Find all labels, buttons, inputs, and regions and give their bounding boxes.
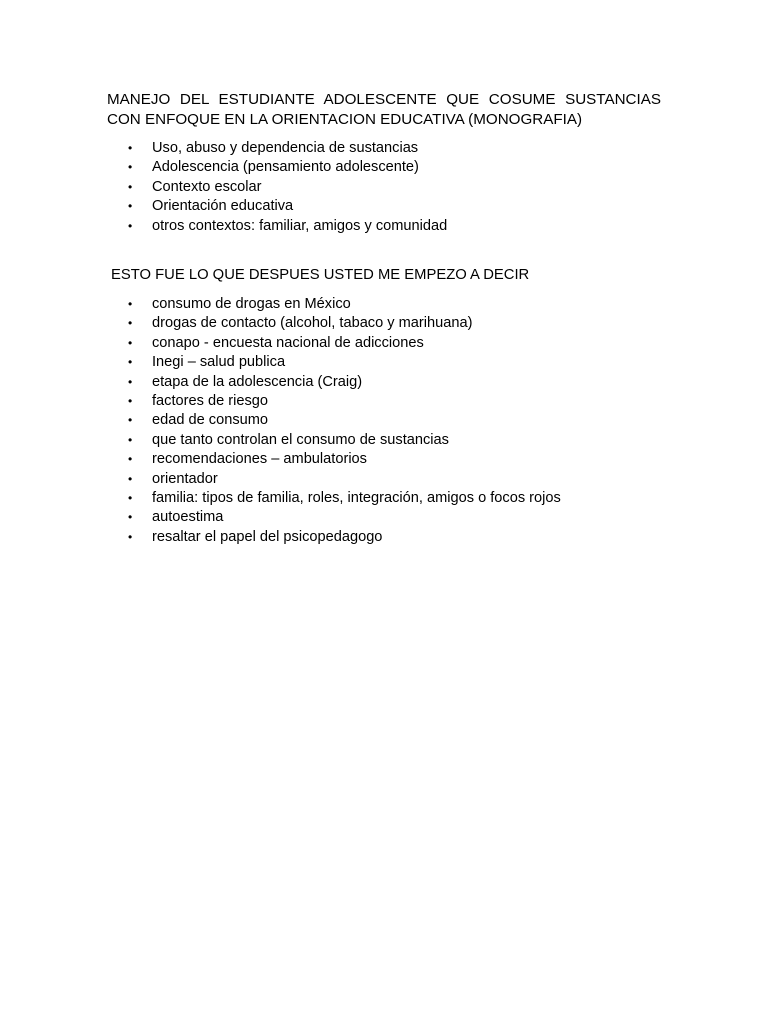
bullet-icon: • xyxy=(128,529,133,544)
list-item-text: Adolescencia (pensamiento adolescente) xyxy=(152,159,419,176)
list-item xyxy=(128,314,561,333)
bullet-icon: • xyxy=(128,141,133,155)
list-item xyxy=(128,508,561,527)
document-title xyxy=(107,90,661,130)
list-item-text: etapa de la adolescencia (Craig) xyxy=(152,373,363,390)
list-item xyxy=(128,489,561,508)
list-item-text: orientador xyxy=(152,470,218,487)
notes-list xyxy=(128,295,561,547)
list-item-text: Inegi – salud publica xyxy=(152,354,286,371)
bullet-icon: • xyxy=(128,199,133,214)
list-item xyxy=(128,470,561,489)
list-item xyxy=(128,528,561,547)
list-item-text: conapo - encuesta nacional de adicciones xyxy=(152,334,424,351)
list-item-text: drogas de contacto (alcohol, tabaco y marihuana) xyxy=(152,315,473,332)
list-item-text: que tanto controlan el consumo de sustancias xyxy=(152,431,449,448)
list-item-text: recomendaciones – ambulatorios xyxy=(152,451,367,468)
bullet-icon: • xyxy=(128,218,133,233)
bullet-icon: • xyxy=(128,374,133,389)
list-item-text: edad de consumo xyxy=(152,412,269,429)
bullet-icon: • xyxy=(128,355,133,370)
bullet-icon: • xyxy=(128,432,133,447)
bullet-icon: • xyxy=(128,393,133,408)
bullet-icon: • xyxy=(128,452,133,467)
list-item-text: familia: tipos de familia, roles, integración, amigos o focos rojos xyxy=(152,489,561,506)
bullet-icon: • xyxy=(128,510,133,525)
list-item xyxy=(128,158,447,177)
list-item-text: Orientación educativa xyxy=(152,198,294,215)
bullet-icon: • xyxy=(128,471,133,486)
list-item xyxy=(128,217,447,236)
list-item-text: autoestima xyxy=(152,509,224,526)
list-item xyxy=(128,139,447,158)
list-item xyxy=(128,178,447,197)
list-item xyxy=(128,197,447,216)
section-heading: ESTO FUE LO QUE DESPUES USTED ME EMPEZO A DECIR xyxy=(111,267,530,283)
bullet-icon: • xyxy=(128,413,133,428)
bullet-icon: • xyxy=(128,179,133,194)
list-item xyxy=(128,295,561,314)
bullet-icon: • xyxy=(128,335,133,350)
list-item xyxy=(128,392,561,411)
list-item-text: factores de riesgo xyxy=(152,392,269,409)
bullet-icon: • xyxy=(128,160,133,175)
list-item-text: resaltar el papel del psicopedagogo xyxy=(152,528,383,545)
list-item xyxy=(128,411,561,430)
topics-list xyxy=(128,139,447,236)
list-item-text: consumo de drogas en México xyxy=(152,296,351,312)
title-line-1: MANEJO DEL ESTUDIANTE ADOLESCENTE QUE COSUME SUSTANCIAS xyxy=(107,91,661,108)
list-item xyxy=(128,431,561,450)
list-item-text: Contexto escolar xyxy=(152,178,262,195)
title-line-2: CON ENFOQUE EN LA ORIENTACION EDUCATIVA (MONOGRAFIA) xyxy=(107,111,583,128)
list-item xyxy=(128,450,561,469)
bullet-icon: • xyxy=(128,490,133,505)
list-item xyxy=(128,334,561,353)
bullet-icon: • xyxy=(128,316,133,331)
bullet-icon: • xyxy=(128,297,133,311)
list-item-text: Uso, abuso y dependencia de sustancias xyxy=(152,140,419,156)
list-item xyxy=(128,353,561,372)
list-item xyxy=(128,373,561,392)
list-item-text: otros contextos: familiar, amigos y comunidad xyxy=(152,217,448,234)
